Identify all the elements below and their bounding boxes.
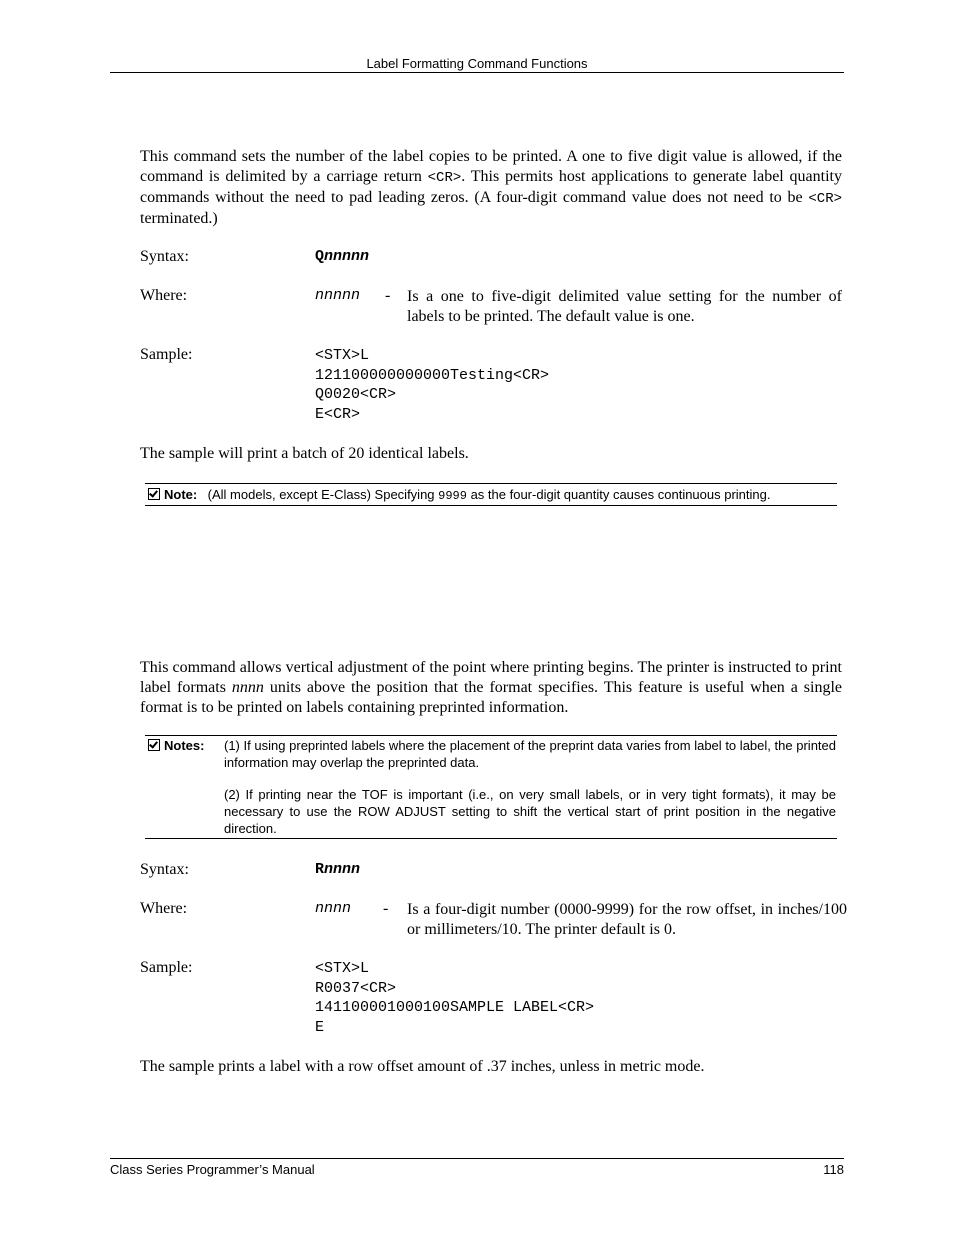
note1-label-wrap: Note: <box>148 487 197 502</box>
note1 <box>145 486 837 505</box>
section1-syntax-label: Syntax: <box>140 248 189 265</box>
code-line: <STX>L <box>315 960 370 977</box>
running-header: Label Formatting Command Functions <box>366 56 588 71</box>
checkbox-icon <box>148 488 160 500</box>
section2-where-param: nnnn <box>315 900 352 917</box>
section1-where-label: Where: <box>140 287 188 304</box>
section2-where-dash: - <box>383 900 389 917</box>
header-rule <box>110 72 844 73</box>
notes-item-2: (2) If printing near the TOF is important (i.e., on very small labels, or in very tight formats), it may be necessary to use the ROW ADJUST setting to shift the vertical start of print position in the negative direction. <box>224 787 836 836</box>
code-line: 121100000000000Testing<CR> <box>315 366 550 384</box>
section1-summary: The sample will print a batch of 20 identical labels. <box>140 445 469 462</box>
section1-where-desc: Is a one to five-digit delimited value setting for the number of labels to be printed. The default value is one. <box>407 288 842 325</box>
code-line: E<CR> <box>315 406 361 424</box>
page-number: 118 <box>823 1162 844 1177</box>
section1-where-param: nnnnn <box>315 287 361 304</box>
section1-sample-code <box>315 346 549 425</box>
note1-top-rule <box>145 483 837 484</box>
section1-intro: This command sets the number of the label copies to be printed. A one to five digit value is allowed, if the command is delimited by a carriage return <CR>. This permits host applications to generate label quantity commands without the need to pad leading zeros. (A four-digit command value does not need to be <CR> terminated.) <box>140 148 842 227</box>
notes-label: Notes: <box>148 738 204 753</box>
code-line: E <box>315 1019 325 1037</box>
code-line: 141100001000100SAMPLE LABEL<CR> <box>315 999 595 1017</box>
section2-syntax-label: Syntax: <box>140 861 189 878</box>
section2-summary: The sample prints a label with a row offset amount of .37 inches, unless in metric mode. <box>140 1058 705 1075</box>
section1-where-dash: - <box>385 287 391 304</box>
notes-bottom-rule <box>145 838 837 839</box>
section1-syntax: Qnnnnn <box>315 248 370 265</box>
checkbox-icon <box>148 739 160 751</box>
code-line: Q0020<CR> <box>315 386 397 404</box>
section2-where-label: Where: <box>140 900 188 917</box>
footer-manual-title: Class Series Programmer’s Manual <box>110 1162 315 1177</box>
section2-where-desc: Is a four-digit number (0000-9999) for the row offset, in inches/100 or millimeters/10. The printer default is 0. <box>407 901 847 938</box>
note1-bottom-rule <box>145 505 837 506</box>
section1-sample-label: Sample: <box>140 346 193 363</box>
section2-intro: This command allows vertical adjustment of the point where printing begins. The printer is instructed to print label formats nnnn units above the position that the format specifies. This feature is useful when a single format is to be printed on labels containing preprinted information. <box>140 659 843 716</box>
notes-item-1: (1) If using preprinted labels where the placement of the preprint data varies from label to label, the printed information may overlap the preprinted data. <box>224 738 836 770</box>
code-line: R0037<CR> <box>315 979 397 997</box>
notes-top-rule <box>145 735 837 736</box>
section2-sample-label: Sample: <box>140 959 193 976</box>
footer-rule <box>110 1158 844 1159</box>
section2-sample-code <box>315 959 594 1038</box>
note1-text: (All models, except E-Class) Specifying 9999 as the four-digit quantity causes continuous printing. <box>207 487 771 503</box>
code-line: <STX>L <box>315 347 370 364</box>
section2-syntax: Rnnnn <box>315 861 361 878</box>
